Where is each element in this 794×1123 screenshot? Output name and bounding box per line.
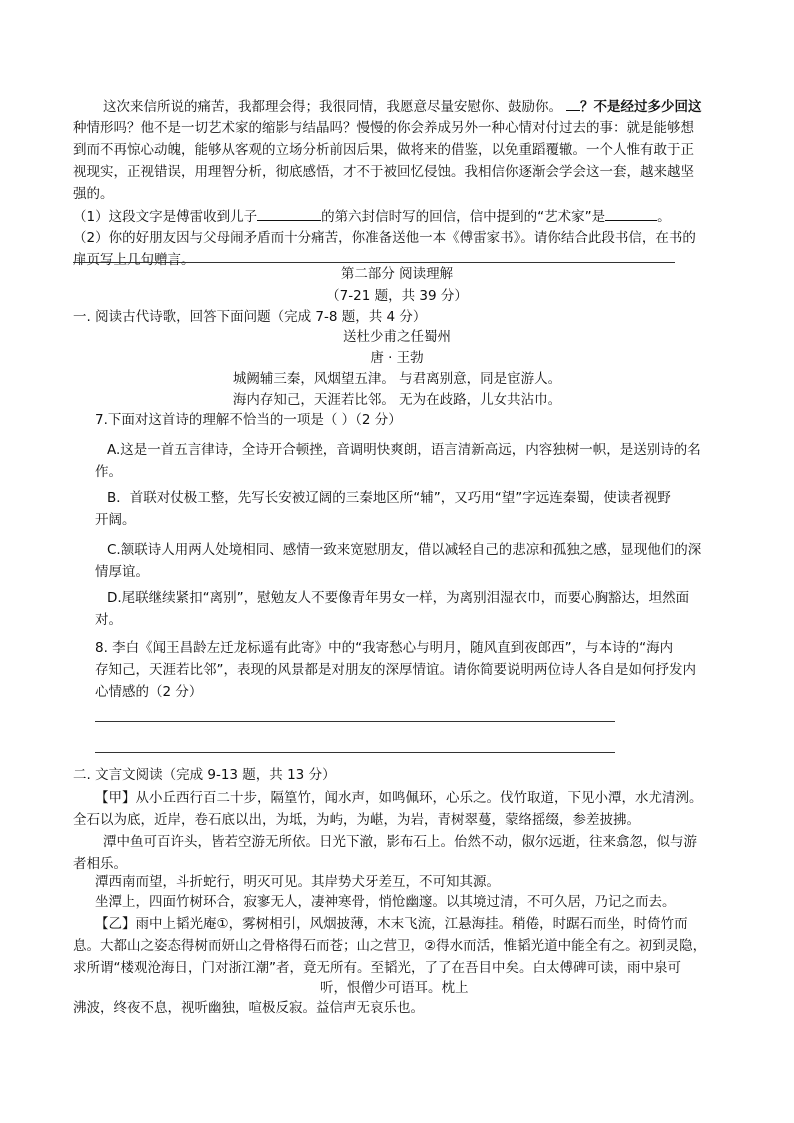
passage-line-2: 种情形吗？他不是一切艺术家的缩影与结晶吗？慢慢的你会养成另外一种心情对付过去的事：就是能够想 [73, 120, 694, 136]
option-c-line-1: C.颔联诗人用两人处境相同、感情一致来宽慰朋友，借以减轻自己的悲凉和孤独之感，显现他们的深 [107, 542, 702, 558]
poem-title: 送杜少甫之任蜀州 [343, 329, 451, 345]
jia-line-3: 潭中鱼可百许头，皆若空游无所依。日光下澈，影布石上。佁然不动，俶尔远逝，往来翕忽，似与游 [103, 834, 697, 850]
question-2-line-2: 扉页写上几句赠言。 [73, 252, 195, 268]
question-1-blank-2[interactable] [605, 206, 657, 221]
passage-text: 这次来信所说的痛苦，我都理会得；我很同情，我愿意尽量安慰你、鼓励你。 [103, 99, 562, 115]
question-1 [73, 206, 671, 227]
poem-line-1: 城阙辅三秦，风烟望五津。 与君离别意，同是宦游人。 [232, 371, 562, 387]
option-d-line-2: 对。 [95, 612, 122, 628]
part-subtitle: （7-21 题，共 39 分） [326, 288, 468, 304]
jia-line-4: 者相乐。 [73, 856, 127, 872]
question-7-stem: 7.下面对这首诗的理解不恰当的一项是（ ）（2 分） [95, 412, 402, 428]
question-1-part-b: 的第六封信时写的回信，信中提到的“艺术家”是 [321, 209, 606, 225]
answer-line-1[interactable] [95, 721, 615, 722]
jia-line-1: 【甲】从小丘西行百二十步，隔篁竹，闻水声，如鸣佩环，心乐之。伐竹取道，下见小潭，水尤清洌。 [95, 790, 703, 806]
option-a-line-2: 作。 [95, 464, 122, 480]
jia-line-5: 潭西南而望，斗折蛇行，明灭可见。其岸势犬牙差互，不可知其源。 [95, 874, 500, 890]
answer-line-2[interactable] [95, 752, 615, 753]
passage-line-1 [103, 96, 702, 117]
yi-line-5: 沸波，终夜不息，视听幽独，喧极反寂。益信声无哀乐也。 [73, 1000, 424, 1016]
question-2-line-1: （2）你的好朋友因与父母闹矛盾而十分痛苦，你准备送他一本《傅雷家书》。请你结合此段书信，在书的 [73, 230, 696, 246]
section-1-heading: 一. 阅读古代诗歌，回答下面问题（完成 7-8 题，共 4 分） [73, 309, 427, 325]
question-1-part-c: 。 [657, 209, 671, 225]
poem-author: 唐 · 王勃 [370, 350, 424, 366]
question-1-blank-1[interactable] [257, 206, 321, 221]
question-8-line-1: 8. 李白《闻王昌龄左迁龙标遥有此寄》中的“我寄愁心与明月，随风直到夜郎西”，与本诗的“海内 [95, 640, 674, 656]
option-a-line-1: A.这是一首五言律诗，全诗开合顿挫，音调明快爽朗，语言清新高远，内容独树一帜，是送别诗的名 [107, 442, 701, 458]
section-divider [73, 262, 675, 263]
passage-line-5: 强的。 [73, 186, 114, 202]
part-title: 第二部分 阅读理解 [340, 266, 454, 282]
poem-line-2: 海内存知己，天涯若比邻。 无为在歧路，儿女共沾巾。 [232, 392, 562, 408]
question-1-part-a: （1）这段文字是傅雷收到儿子 [73, 209, 258, 225]
passage-line-3: 到而不再惊心动魄，能够从客观的立场分析前因后果，做将来的借鉴，以免重蹈覆辙。一个人惟有敢于正 [73, 142, 694, 158]
option-b-line-1: B．首联对仗极工整，先写长安被辽阔的三秦地区所“辅”，又巧用“望”字远连秦蜀，使读者视野 [107, 490, 671, 506]
jia-line-2: 全石以为底，近岸，卷石底以出，为坻，为屿，为嵁，为岩，青树翠蔓，蒙络摇缀，参差披拂。 [73, 812, 640, 828]
yi-line-3: 求所谓“楼观沧海日，门对浙江潮”者，竟无所有。至韬光，了了在吾目中矣。白太傅碑可读，雨中泉可 [73, 960, 681, 976]
yi-line-2: 息。大都山之姿态得树而妍山之骨格得石而苍；山之营卫，②得水而活，惟韬光道中能全有之。初到灵隐， [73, 938, 707, 954]
option-c-line-2: 情厚谊。 [95, 564, 149, 580]
jia-line-6: 坐潭上，四面竹树环合，寂寥无人，凄神寒骨，悄怆幽邃。以其境过清，不可久居，乃记之而去。 [95, 894, 676, 910]
yi-line-1: 【乙】雨中上韬光庵①，雾树相引，风烟披薄，木末飞流，江悬海挂。稍倦，时踞石而坐，时倚竹而 [95, 916, 688, 932]
question-8-line-3: 心情感的（2 分） [95, 684, 203, 700]
passage-question-text: ？不是经过多少回这 [580, 99, 702, 115]
option-b-line-2: 开阔。 [95, 512, 136, 528]
question-8-line-2: 存知己，天涯若比邻”，表现的风景都是对朋友的深厚情谊。请你简要说明两位诗人各自是如何抒发内 [95, 662, 696, 678]
section-2-heading: 二. 文言文阅读（完成 9-13 题，共 13 分） [73, 767, 336, 783]
option-d-line-1: D.尾联继续紧扣“离别”，慰勉友人不要像青年男女一样，为离别泪湿衣巾，而要心胸豁达，坦然面 [107, 590, 690, 606]
passage-line-4: 视现实，正视错误，用理智分析，彻底感悟，才不于被回忆侵蚀。我相信你逐渐会学会这一套，越来越坚 [73, 164, 694, 180]
yi-line-4: 听，恨僧少可语耳。枕上 [320, 980, 469, 996]
passage-blank [566, 96, 580, 111]
